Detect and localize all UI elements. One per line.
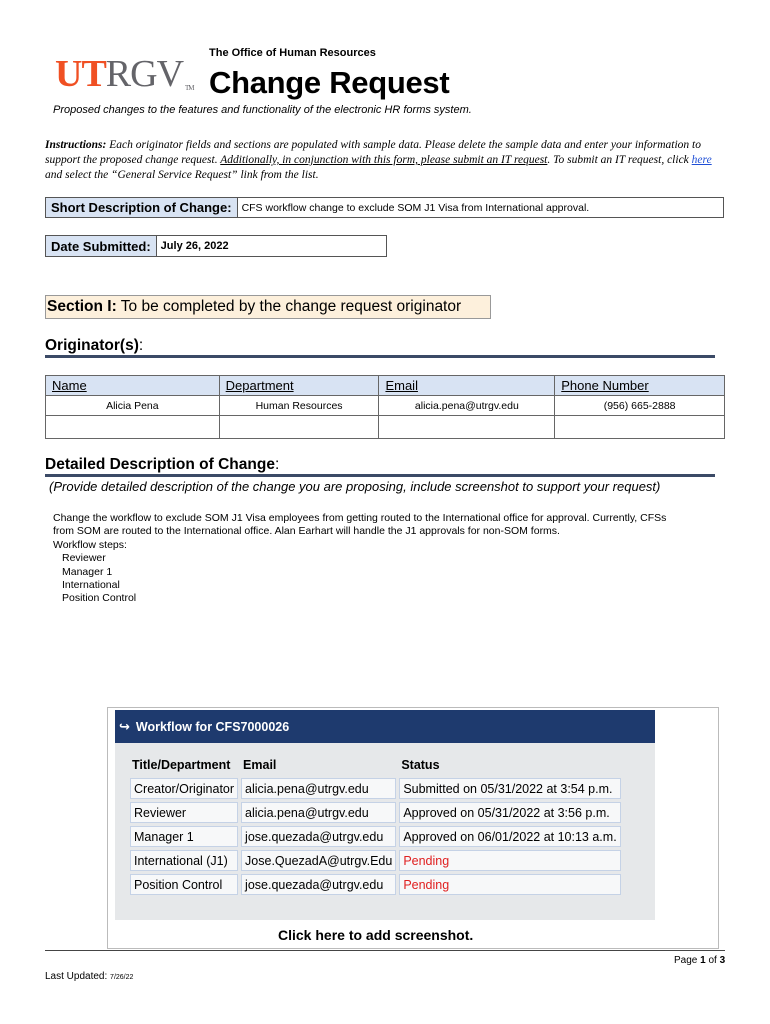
- wf-email-cell: jose.quezada@utrgv.edu: [241, 826, 396, 847]
- instructions: [45, 138, 725, 183]
- workflow-title-bar: [115, 710, 655, 743]
- date-submitted-field[interactable]: July 26, 2022: [160, 240, 229, 252]
- page-of: of: [705, 955, 720, 966]
- page-current: 1: [700, 955, 706, 966]
- wf-title-cell: Creator/Originator: [130, 778, 238, 799]
- wf-email-cell: jose.quezada@utrgv.edu: [241, 874, 396, 895]
- workflow-title: Workflow for CFS7000026: [135, 719, 290, 734]
- logo-tm: TM: [185, 84, 194, 92]
- wf-status-cell: Pending: [399, 850, 620, 871]
- detail-heading: [45, 456, 279, 474]
- instructions-label: Instructions:: [45, 139, 107, 151]
- short-description-row: [45, 197, 724, 218]
- originator-email-field[interactable]: [379, 416, 555, 439]
- originators-heading-text: Originator(s): [45, 337, 139, 354]
- utrgv-logo: [55, 52, 194, 95]
- originator-phone-field[interactable]: [555, 416, 725, 439]
- wf-title-cell: Position Control: [130, 874, 238, 895]
- last-updated-label: Last Updated:: [45, 971, 111, 982]
- table-row: [130, 826, 621, 847]
- short-description-label: Short Description of Change:: [46, 198, 238, 217]
- wf-col-email: Email: [243, 758, 277, 772]
- wf-title-cell: Reviewer: [130, 802, 238, 823]
- detail-line-3: Workflow steps:: [53, 538, 127, 551]
- col-phone: Phone Number: [555, 376, 725, 396]
- originator-phone-field[interactable]: (956) 665-2888: [555, 396, 725, 416]
- originator-email-field[interactable]: alicia.pena@utrgv.edu: [379, 396, 555, 416]
- wf-email-cell: alicia.pena@utrgv.edu: [241, 778, 396, 799]
- originators-table: [45, 375, 725, 439]
- page-total: 3: [719, 955, 726, 966]
- wf-status-cell: Submitted on 05/31/2022 at 3:54 p.m.: [399, 778, 620, 799]
- wf-col-title: Title/Department: [132, 758, 231, 772]
- wf-col-status: Status: [401, 758, 440, 772]
- table-row: [46, 396, 725, 416]
- originators-heading: [45, 337, 143, 355]
- table-row: [46, 416, 725, 439]
- detail-heading-colon: :: [274, 456, 280, 473]
- office-name: The Office of Human Resources: [209, 47, 376, 59]
- detail-description-field[interactable]: [53, 512, 733, 606]
- table-row: [130, 778, 621, 799]
- workflow-header-row: [130, 755, 621, 775]
- workflow-table: [127, 752, 624, 898]
- detail-line-2: from SOM are routed to the International office. Alan Earhart will handle the J1 approvals for non-SOM forms.: [53, 525, 560, 538]
- workflow-step: Position Control: [62, 592, 137, 605]
- section-1-banner: [45, 295, 491, 319]
- page-subtitle: Proposed changes to the features and functionality of the electronic HR forms system.: [53, 104, 472, 116]
- col-email: Email: [379, 376, 555, 396]
- originators-heading-colon: :: [138, 337, 144, 354]
- logo-ut: UT: [55, 53, 106, 95]
- table-row: [130, 850, 621, 871]
- table-row: [130, 802, 621, 823]
- workflow-step: International: [62, 579, 120, 592]
- add-screenshot-button[interactable]: Click here to add screenshot.: [278, 927, 474, 943]
- instructions-text-3: and select the “General Service Request” link from the list.: [45, 169, 319, 181]
- date-submitted-label: Date Submitted:: [46, 236, 157, 256]
- wf-email-cell: Jose.QuezadA@utrgv.Edu: [241, 850, 396, 871]
- date-submitted-row: [45, 235, 387, 257]
- detail-heading-text: Detailed Description of Change: [45, 456, 275, 473]
- wf-status-cell: Approved on 05/31/2022 at 3:56 p.m.: [399, 802, 620, 823]
- table-row: [130, 874, 621, 895]
- short-description-field[interactable]: CFS workflow change to exclude SOM J1 Visa from International approval.: [241, 201, 590, 214]
- originator-name-field[interactable]: [46, 416, 220, 439]
- page-title: Change Request: [209, 65, 450, 100]
- originator-name-field[interactable]: Alicia Pena: [46, 396, 220, 416]
- originators-divider: [45, 355, 715, 358]
- it-request-link[interactable]: here: [691, 154, 712, 166]
- detail-subheading: (Provide detailed description of the change you are proposing, include screenshot to support your request): [49, 479, 661, 494]
- page-prefix: Page: [674, 955, 701, 966]
- page-number: [674, 955, 725, 966]
- footer-divider: [45, 950, 725, 951]
- instructions-underlined: Additionally, in conjunction with this form, please submit an IT request: [220, 154, 548, 166]
- logo-rgv: RGV: [105, 53, 184, 95]
- instructions-text-2: . To submit an IT request, click: [547, 154, 692, 166]
- return-arrow-icon: ↪: [119, 718, 130, 734]
- wf-status-cell: Approved on 06/01/2022 at 10:13 a.m.: [399, 826, 620, 847]
- workflow-step: Manager 1: [62, 565, 113, 578]
- wf-title-cell: Manager 1: [130, 826, 238, 847]
- wf-title-cell: International (J1): [130, 850, 238, 871]
- originator-department-field[interactable]: [219, 416, 379, 439]
- last-updated: [45, 971, 133, 982]
- section-1-label: Section I:: [47, 298, 117, 315]
- wf-status-cell: Pending: [399, 874, 620, 895]
- col-name: Name: [46, 376, 220, 396]
- workflow-step: Reviewer: [62, 552, 106, 565]
- last-updated-date: 7/26/22: [110, 974, 134, 981]
- instructions-text-1: Each originator fields and sections are populated with sample data. Please delete the sample data and enter your information to support the proposed change request.: [45, 139, 701, 166]
- originators-header-row: [46, 376, 725, 396]
- detail-divider: [45, 474, 715, 477]
- detail-line-1: Change the workflow to exclude SOM J1 Visa employees from getting routed to the International office for approval. Currently, CFSs: [53, 512, 667, 524]
- col-department: Department: [219, 376, 379, 396]
- originator-department-field[interactable]: Human Resources: [219, 396, 379, 416]
- section-1-text: To be completed by the change request originator: [116, 298, 462, 315]
- wf-email-cell: alicia.pena@utrgv.edu: [241, 802, 396, 823]
